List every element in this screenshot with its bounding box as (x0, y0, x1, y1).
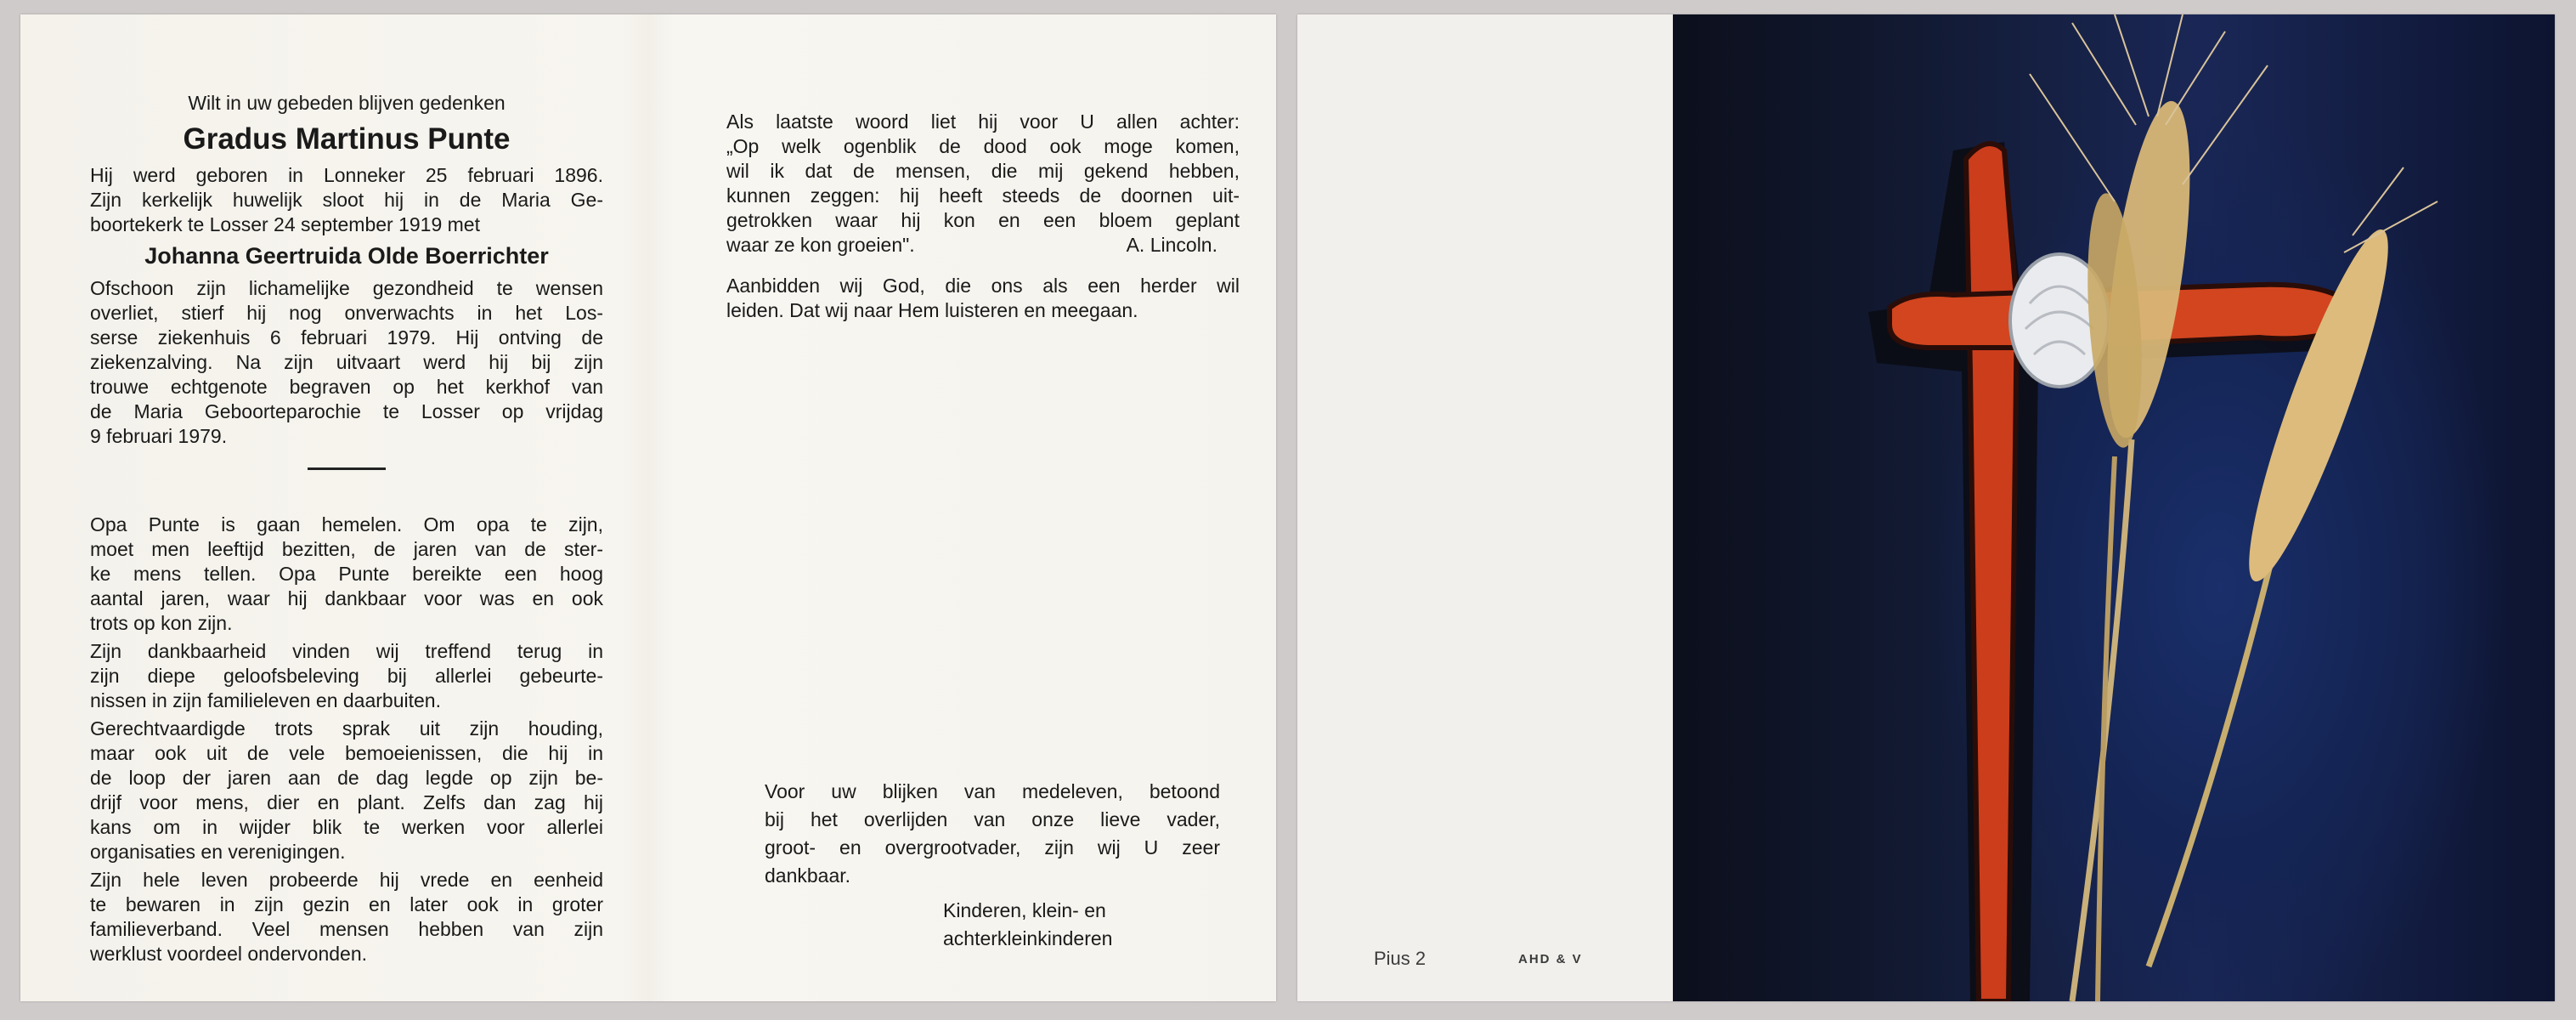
printer-name: AHD & V (1518, 952, 1583, 966)
death-line: 9 februari 1979. (90, 425, 228, 447)
wheat-stalk (2098, 456, 2115, 1001)
paragraph-line: Opa Punte is gaan hemelen. Om opa te zijn, (90, 513, 603, 536)
memorial-card-inside (20, 14, 1276, 1001)
paragraph-line: Zijn hele leven probeerde hij vrede en eenheid (90, 869, 603, 891)
death-line: de Maria Geboorteparochie te Losser op vrijdag (90, 400, 603, 422)
paragraph-line: nissen in zijn familieleven en daarbuiten. (90, 689, 441, 711)
back-flap (1297, 14, 1673, 1001)
quote-line: Als laatste woord liet hij voor U allen achter: (726, 110, 1240, 133)
biography-column (90, 91, 603, 966)
wheat-ear (2228, 220, 2409, 592)
paragraph-line: de loop der jaren aan de dag legde op zijn be- (90, 767, 603, 789)
section-divider (308, 468, 386, 470)
birth-line: Hij werd geboren in Lonneker 25 februari 1896. (90, 164, 603, 186)
quote-line: getrokken waar hij kon en een bloem geplant (726, 209, 1240, 231)
thanks-line: dankbaar. (765, 864, 851, 887)
death-line: overliet, stierf hij nog onverwachts in het Los- (90, 302, 603, 324)
death-line: Ofschoon zijn lichamelijke gezondheid te wensen (90, 277, 603, 299)
memorial-card-outside (1297, 14, 2555, 1001)
paragraph-line: kans om in wijder blik te werken voor allerlei (90, 816, 603, 838)
paragraph-line: te bewaren in zijn gezin en later ook in groter (90, 893, 603, 915)
cross-illustration (1673, 14, 2555, 1001)
signature-line: achterkleinkinderen (943, 927, 1113, 949)
paragraph-line: ke mens tellen. Opa Punte bereikte een hoog (90, 563, 603, 585)
signature-line: Kinderen, klein- en (943, 899, 1106, 921)
spouse-name: Johanna Geertruida Olde Boerrichter (144, 243, 549, 269)
deceased-name: Gradus Martinus Punte (183, 122, 511, 156)
death-line: serse ziekenhuis 6 februari 1979. Hij ontving de (90, 326, 603, 348)
death-line: ziekenzalving. Na zijn uitvaart werd hij bij zijn (90, 351, 603, 373)
birth-line: Zijn kerkelijk huwelijk sloot hij in de Maria Ge- (90, 189, 603, 211)
paragraph-line: maar ook uit de vele bemoeienissen, die hij in (90, 742, 603, 764)
paragraph-line: familieverband. Veel mensen hebben van zijn (90, 918, 603, 940)
family-signature (943, 897, 1220, 953)
quote-line: kunnen zeggen: hij heeft steeds de doornen uit- (726, 184, 1240, 207)
intro-line: Wilt in uw gebeden blijven gedenken (188, 92, 506, 114)
printer-code: Pius 2 (1374, 948, 1426, 969)
paragraph-line: Zijn dankbaarheid vinden wij treffend terug in (90, 640, 603, 662)
paragraph-line: trots op kon zijn. (90, 612, 233, 634)
paragraph-line: aantal jaren, waar hij dankbaar voor was en ook (90, 587, 603, 609)
death-line: trouwe echtgenote begraven op het kerkhof van (90, 376, 603, 398)
paragraph-line: zijn diepe geloofsbeleving bij allerlei gebeurte- (90, 665, 603, 687)
quote-line: „Op welk ogenblik de dood ook moge komen, (726, 135, 1240, 157)
thanks-line: bij het overlijden van onze lieve vader, (765, 808, 1220, 830)
paragraph-line: werklust voordeel ondervonden. (90, 943, 368, 965)
prayer-line: leiden. Dat wij naar Hem luisteren en meegaan. (726, 299, 1138, 321)
thanks-block (765, 778, 1220, 953)
birth-line: boortekerk te Losser 24 september 1919 met (90, 213, 480, 235)
quote-line: wil ik dat de mensen, die mij gekend hebben, (726, 160, 1240, 182)
wheat-awns (2030, 14, 2438, 252)
quote-author: A. Lincoln. (1126, 234, 1217, 256)
prayer-line: Aanbidden wij God, die ons als een herder wil (726, 275, 1240, 297)
cross-and-wheat-photo (1673, 14, 2555, 1001)
quote-last: waar ze kon groeien". (726, 234, 915, 256)
paragraph-line: drijf voor mens, dier en plant. Zelfs dan zag hij (90, 791, 603, 813)
quote-closing-line (726, 233, 1240, 258)
thanks-line: Voor uw blijken van medeleven, betoond (765, 780, 1220, 802)
paragraph-line: moet men leeftijd bezitten, de jaren van de ster- (90, 538, 603, 560)
thanks-line: groot- en overgrootvader, zijn wij U zeer (765, 836, 1220, 858)
quote-column (726, 110, 1240, 323)
wheat-stalk (2149, 558, 2272, 966)
paragraph-line: organisaties en verenigingen. (90, 841, 346, 863)
paragraph-line: Gerechtvaardigde trots sprak uit zijn houding, (90, 717, 603, 740)
